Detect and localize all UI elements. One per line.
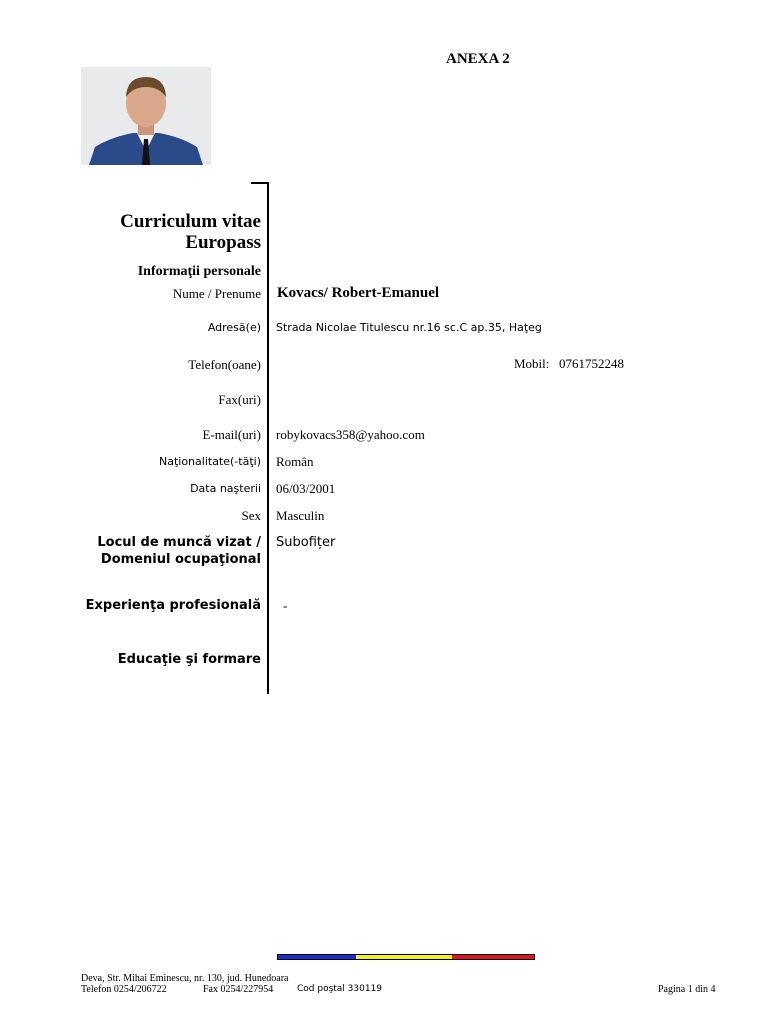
footer-fax: Fax 0254/227954 bbox=[203, 984, 274, 995]
footer-address: Deva, Str. Mihai Eminescu, nr. 130, jud. Hunedoara bbox=[81, 973, 289, 984]
birthdate-value: 06/03/2001 bbox=[276, 481, 336, 496]
job-label-line1: Locul de muncă vizat / bbox=[97, 535, 261, 550]
experience-value: - bbox=[283, 598, 288, 613]
mobile-value: 0761752248 bbox=[559, 356, 624, 371]
flag-yellow-stripe bbox=[356, 955, 452, 959]
cv-title-line2: Europass bbox=[185, 232, 261, 253]
name-value: Kovacs/ Robert-Emanuel bbox=[277, 285, 440, 301]
portrait-photo bbox=[81, 67, 211, 165]
annex-heading: ANEXA 2 bbox=[446, 51, 510, 67]
section-personal-info: Informaţii personale bbox=[137, 264, 261, 279]
email-value: robykovacs358@yahoo.com bbox=[276, 427, 425, 442]
experience-label: Experienţa profesională bbox=[85, 598, 261, 613]
footer-page-number: Pagina 1 din 4 bbox=[658, 984, 716, 995]
portrait-icon bbox=[81, 67, 211, 165]
education-label: Educaţie şi formare bbox=[117, 652, 261, 667]
flag-blue-stripe bbox=[278, 955, 356, 959]
nationality-label: Naţionalitate(-tăţi) bbox=[158, 455, 261, 468]
name-label: Nume / Prenume bbox=[172, 286, 261, 301]
cv-title-line1: Curriculum vitae bbox=[120, 211, 261, 232]
sex-label: Sex bbox=[241, 508, 261, 523]
job-label-line2: Domeniul ocupaţional bbox=[100, 552, 261, 567]
nationality-value: Român bbox=[276, 454, 314, 469]
job-value: Subofițer bbox=[276, 535, 336, 550]
footer-phone: Telefon 0254/206722 bbox=[81, 984, 167, 995]
fax-label: Fax(uri) bbox=[218, 392, 261, 407]
sex-value: Masculin bbox=[276, 508, 325, 523]
birthdate-label: Data naşterii bbox=[190, 482, 261, 495]
mobile-label: Mobil: bbox=[514, 356, 550, 371]
rule-tick bbox=[251, 182, 268, 184]
address-value: Strada Nicolae Titulescu nr.16 sc.C ap.35, Haţeg bbox=[276, 321, 542, 334]
footer-postal: Cod poştal 330119 bbox=[297, 984, 383, 994]
phone-label: Telefon(oane) bbox=[188, 357, 261, 372]
vertical-divider bbox=[267, 182, 269, 694]
address-label: Adresă(e) bbox=[207, 321, 261, 334]
romanian-flag-bar bbox=[277, 954, 535, 960]
email-label: E-mail(uri) bbox=[202, 427, 261, 442]
flag-red-stripe bbox=[452, 955, 534, 959]
